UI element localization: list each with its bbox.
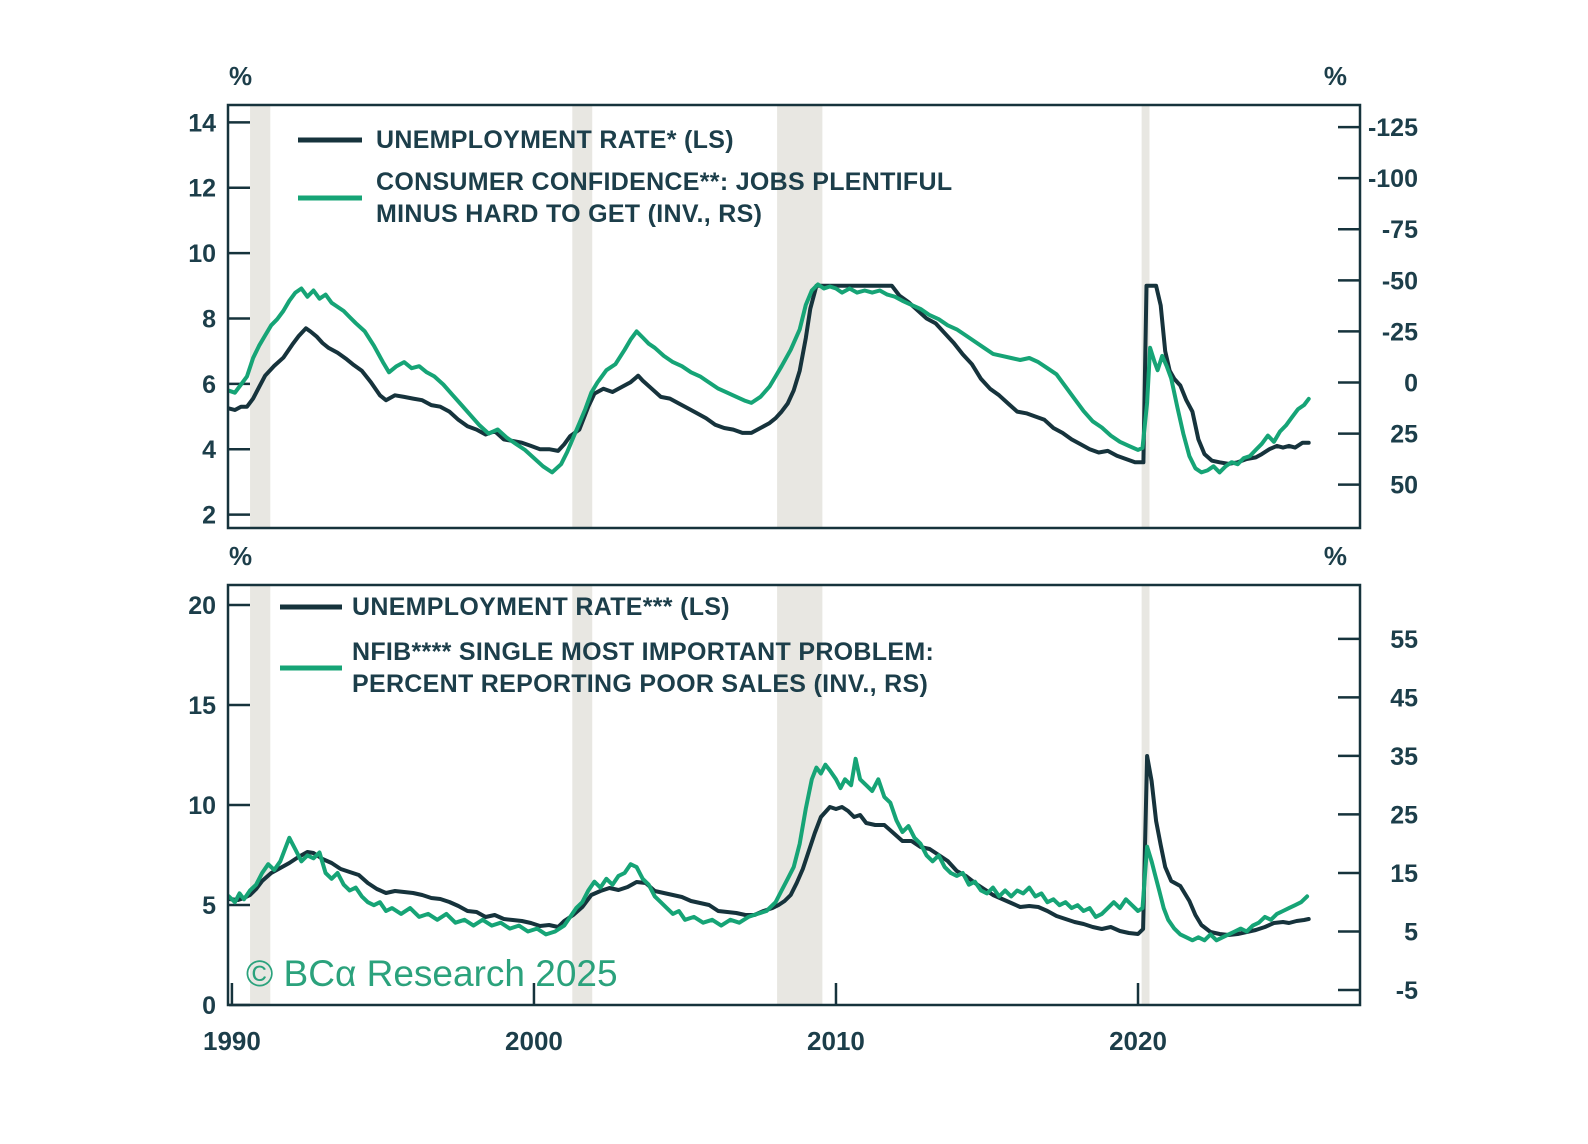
left-axis-tick-label: 2 — [202, 501, 216, 530]
right-axis-tick-label: 5 — [1404, 918, 1418, 947]
right-axis-tick-label: 45 — [1390, 684, 1418, 713]
legend-label: UNEMPLOYMENT RATE* (LS) — [376, 126, 734, 154]
left-axis-tick-label: 20 — [188, 592, 216, 620]
left-axis-tick-label: 8 — [202, 305, 216, 334]
right-axis-tick-label: -25 — [1381, 318, 1418, 347]
left-axis-tick-label: 14 — [188, 109, 216, 138]
x-axis-tick-label: 2020 — [1109, 1026, 1167, 1056]
left-axis-tick-label: 4 — [202, 436, 216, 465]
right-axis-tick-label: 50 — [1390, 471, 1418, 500]
legend — [280, 593, 934, 698]
left-axis-tick-label: 0 — [202, 992, 216, 1020]
left-axis-tick-label: 10 — [188, 792, 216, 820]
right-axis-tick-label: -125 — [1367, 114, 1418, 143]
left-axis-tick-label: 15 — [188, 692, 216, 720]
right-axis-unit-label: % — [1323, 541, 1347, 571]
recession-band — [250, 105, 270, 528]
x-axis-tick-label: 2000 — [505, 1026, 563, 1056]
x-axis-tick-label: 2010 — [807, 1026, 865, 1056]
recession-band — [250, 585, 270, 1005]
copyright-text: © BCα Research 2025 — [246, 953, 618, 994]
right-axis-tick-label: 25 — [1390, 801, 1418, 830]
legend-label: PERCENT REPORTING POOR SALES (INV., RS) — [352, 670, 929, 698]
legend-label: NFIB**** SINGLE MOST IMPORTANT PROBLEM: — [352, 638, 935, 666]
right-axis-tick-label: 55 — [1390, 625, 1418, 654]
left-axis-tick-label: 5 — [202, 892, 216, 920]
legend-label: UNEMPLOYMENT RATE*** (LS) — [352, 593, 730, 621]
left-axis-unit-label: % — [229, 61, 253, 91]
right-axis-tick-label: -5 — [1395, 977, 1418, 1006]
top-panel — [188, 61, 1418, 530]
right-axis-tick-label: 15 — [1390, 859, 1418, 888]
x-axis-tick-label: 1990 — [203, 1026, 261, 1056]
right-axis-tick-label: -100 — [1367, 165, 1418, 194]
right-axis-unit-label: % — [1323, 61, 1347, 91]
right-axis-tick-label: 0 — [1404, 369, 1418, 398]
right-axis-tick-label: -75 — [1381, 216, 1418, 245]
right-axis-tick-label: 35 — [1390, 742, 1418, 771]
legend-label: CONSUMER CONFIDENCE**: JOBS PLENTIFUL — [376, 168, 953, 196]
left-axis-tick-label: 6 — [202, 370, 216, 399]
right-axis-tick-label: -50 — [1381, 267, 1418, 296]
left-axis-tick-label: 12 — [188, 174, 216, 203]
right-axis-tick-label: 25 — [1390, 420, 1418, 449]
legend-label: MINUS HARD TO GET (INV., RS) — [376, 200, 763, 228]
left-axis-tick-label: 10 — [188, 240, 216, 269]
legend — [298, 126, 952, 228]
bottom-panel — [188, 541, 1418, 1056]
left-axis-unit-label: % — [229, 541, 253, 571]
